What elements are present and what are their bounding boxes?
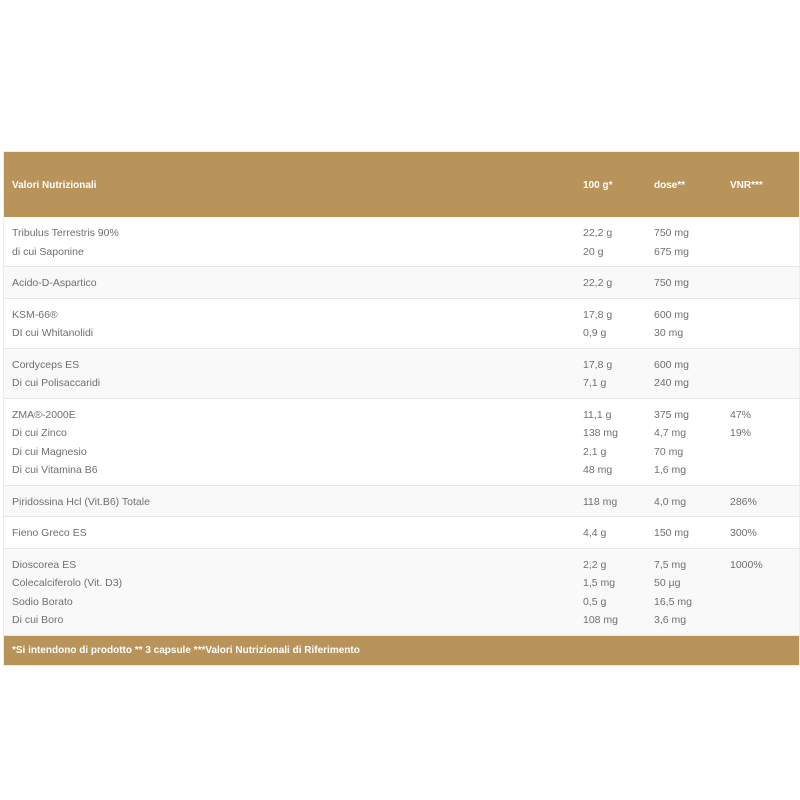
table-row [4,610,799,629]
header-per-100g: 100 g* [583,180,613,191]
ingredient-name: Colecalciferolo (Vit. D3) [12,577,123,589]
value-dose: 3,6 mg [654,614,687,626]
ingredient-name: Di cui Polisaccaridi [12,377,101,389]
value-dose: 375 mg [654,408,690,421]
table-row [4,523,799,542]
ingredient-name: Dioscorea ES [12,558,77,571]
table-row-group [4,349,799,399]
value-per-100g: 11,1 g [583,408,612,421]
table-row [4,373,799,392]
header-nutritional-values: Valori Nutrizionali [12,180,97,191]
value-per-100g: 1,5 mg [583,577,616,589]
table-row [4,355,799,374]
value-per-100g: 108 mg [583,614,619,626]
ingredient-name: di cui Saponine [12,245,84,258]
ingredient-name: DI cui Whitanolidi [12,327,94,339]
value-dose: 150 mg [654,527,690,539]
table-row-group [4,549,799,636]
table-row-group [4,399,799,486]
table-row [4,592,799,611]
value-per-100g: 48 mg [583,464,613,476]
value-per-100g: 20 g [583,245,604,258]
ingredient-name: Sodio Borato [12,595,73,608]
value-dose: 16,5 mg [654,595,692,608]
value-dose: 30 mg [654,327,684,339]
table-row [4,442,799,461]
value-vnr: 19% [730,427,752,439]
header-vnr: VNR*** [730,180,763,191]
value-dose: 50 µg [654,577,681,589]
value-per-100g: 17,8 g [583,358,613,371]
ingredient-name: Acido-D-Aspartico [12,277,97,289]
ingredient-name: Di cui Zinco [12,427,67,439]
value-vnr: 1000% [730,558,763,571]
table-row [4,423,799,442]
table-row-group [4,517,799,549]
ingredient-name: Fieno Greco ES [12,527,87,539]
ingredient-name: Piridossina Hcl (Vit.B6) Totale [12,495,150,508]
nutrition-table [3,151,800,666]
table-row [4,242,799,261]
value-vnr: 286% [730,495,757,508]
value-vnr: 300% [730,527,757,539]
table-row-group [4,217,799,267]
table-row [4,573,799,592]
value-per-100g: 138 mg [583,427,619,439]
value-dose: 600 mg [654,358,690,371]
table-row-group [4,486,799,518]
value-per-100g: 0,5 g [583,595,607,608]
ingredient-name: KSM-66® [12,308,58,321]
value-dose: 675 mg [654,245,690,258]
ingredient-name: Cordyceps ES [12,358,80,371]
table-header [4,152,799,217]
value-per-100g: 22,2 g [583,277,613,289]
value-per-100g: 2,2 g [583,558,607,571]
value-dose: 4,0 mg [654,495,687,508]
value-dose: 4,7 mg [654,427,687,439]
table-row [4,492,799,511]
value-dose: 7,5 mg [654,558,687,571]
header-dose: dose** [654,180,686,191]
table-row-group [4,267,799,299]
value-per-100g: 17,8 g [583,308,613,321]
value-per-100g: 4,4 g [583,527,607,539]
value-dose: 750 mg [654,227,690,239]
ingredient-name: Di cui Boro [12,614,64,626]
table-row [4,323,799,342]
value-per-100g: 7,1 g [583,377,607,389]
ingredient-name: ZMA®-2000E [12,408,76,421]
value-vnr: 47% [730,408,752,421]
table-body [4,217,799,636]
table-row [4,460,799,479]
value-per-100g: 118 mg [583,495,618,508]
table-row-group [4,299,799,349]
value-per-100g: 2,1 g [583,445,607,458]
value-per-100g: 0,9 g [583,327,607,339]
ingredient-name: Di cui Vitamina B6 [12,464,98,476]
table-row [4,223,799,242]
footer-note: *Si intendono di prodotto ** 3 capsule ***Valori Nutrizionali di Riferimento [12,644,360,656]
value-dose: 240 mg [654,377,690,389]
table-row [4,555,799,574]
table-row [4,405,799,424]
value-per-100g: 22,2 g [583,227,613,239]
ingredient-name: Di cui Magnesio [12,445,87,458]
value-dose: 600 mg [654,308,690,321]
table-row [4,273,799,292]
value-dose: 1,6 mg [654,464,687,476]
ingredient-name: Tribulus Terrestris 90% [12,227,119,239]
value-dose: 70 mg [654,445,684,458]
table-row [4,305,799,324]
table-footer [4,636,799,665]
value-dose: 750 mg [654,277,690,289]
